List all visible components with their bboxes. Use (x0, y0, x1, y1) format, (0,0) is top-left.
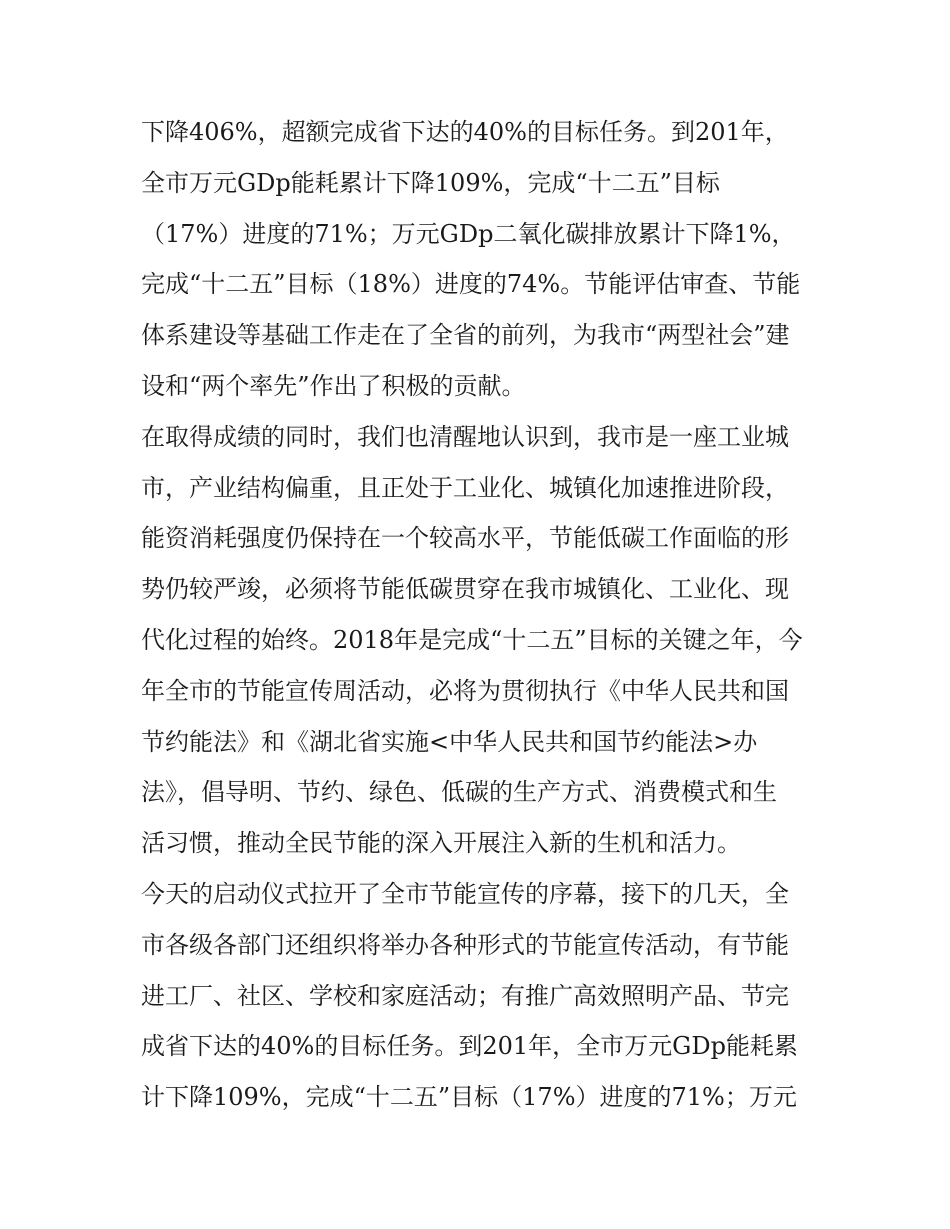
text-line: 下降406%，超额完成省下达的40%的目标任务。到201年， (141, 118, 789, 146)
text-line: 体系建设等基础工作走在了全省的前列，为我市“两型社会”建 (141, 321, 790, 350)
text-line: 全市万元GDp能耗累计下降109%，完成“十二五”目标 (141, 168, 720, 197)
text-line: 计下降109%，完成“十二五”目标（17%）进度的71%；万元 (141, 1083, 797, 1112)
text-line: 市，产业结构偏重，且正处于工业化、城镇化加速推进阶段， (141, 473, 789, 502)
text-line: 今天的启动仪式拉开了全市节能宣传的序幕，接下的几天，全 (141, 879, 789, 908)
text-line: 市各级各部门还组织将举办各种形式的节能宣传活动，有节能 (141, 930, 789, 959)
text-line: 在取得成绩的同时，我们也清醒地认识到，我市是一座工业城 (141, 422, 789, 451)
text-line: 活习惯，推动全民节能的深入开展注入新的生机和活力。 (141, 829, 741, 858)
text-line: 年全市的节能宣传周活动，必将为贯彻执行《中华人民共和国 (141, 676, 789, 705)
text-line: 能资消耗强度仍保持在一个较高水平，节能低碳工作面临的形 (141, 524, 789, 553)
text-line: 完成“十二五”目标（18%）进度的74%。节能评估审查、节能 (141, 270, 801, 299)
text-line: 成省下达的40%的目标任务。到201年，全市万元GDp能耗累 (141, 1032, 798, 1061)
text-line: （17%）进度的71%；万元GDp二氧化碳排放累计下降1%， (141, 219, 796, 248)
body-text (141, 107, 821, 1123)
text-line: 法》，倡导明、节约、绿色、低碳的生产方式、消费模式和生 (141, 778, 777, 807)
text-line: 势仍较严竣，必须将节能低碳贯穿在我市城镇化、工业化、现 (141, 575, 789, 604)
text-line: 设和“两个率先”作出了积极的贡献。 (141, 371, 526, 400)
text-line: 进工厂、社区、学校和家庭活动；有推广高效照明产品、节完 (141, 981, 789, 1010)
text-line: 节约能法》和《湖北省实施<中华人民共和国节约能法>办 (141, 727, 758, 756)
text-line: 代化过程的始终。2018年是完成“十二五”目标的关键之年，今 (141, 625, 803, 654)
